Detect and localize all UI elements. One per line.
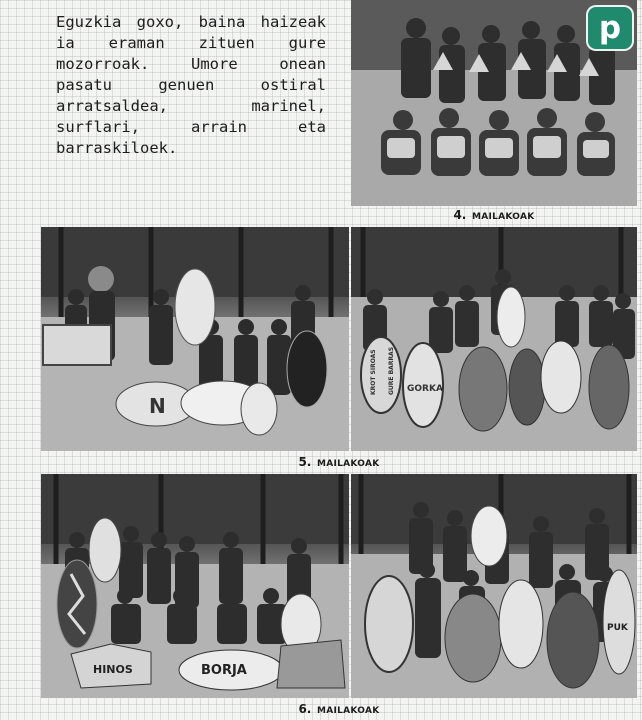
caption-label: MAILAKOAK [316, 706, 380, 716]
board-text: BORJA [201, 663, 247, 678]
group-photo-5-right [351, 227, 637, 451]
group-photo-5-left [41, 227, 349, 451]
publisher-logo-letter: p [598, 10, 622, 46]
intro-paragraph: Eguzkia goxo, baina haizeak ia eraman zituen gure mozorroak. Umore onean pasatu genuen ostiral arratsaldea, marinel, surflari, arrain eta barraskiloek. [56, 13, 326, 157]
board-text: KROT SIROAS [370, 349, 377, 395]
caption-section-6 [41, 700, 637, 716]
publisher-logo [588, 7, 632, 49]
caption-number: 4. [453, 208, 467, 222]
board-text: GURE BARRAS [388, 346, 395, 395]
caption-section-4 [351, 206, 637, 222]
caption-label: MAILAKOAK [471, 212, 535, 222]
board-text: N [149, 394, 166, 418]
group-photo-6-right [351, 474, 637, 698]
caption-section-5 [41, 453, 637, 469]
board-text: HINOS [93, 663, 133, 676]
caption-number: 6. [298, 702, 312, 716]
caption-label: MAILAKOAK [316, 459, 380, 469]
caption-number: 5. [298, 455, 312, 469]
board-text: PUK [607, 623, 628, 633]
board-text: GORKA [407, 384, 443, 394]
group-photo-6-left [41, 474, 349, 698]
